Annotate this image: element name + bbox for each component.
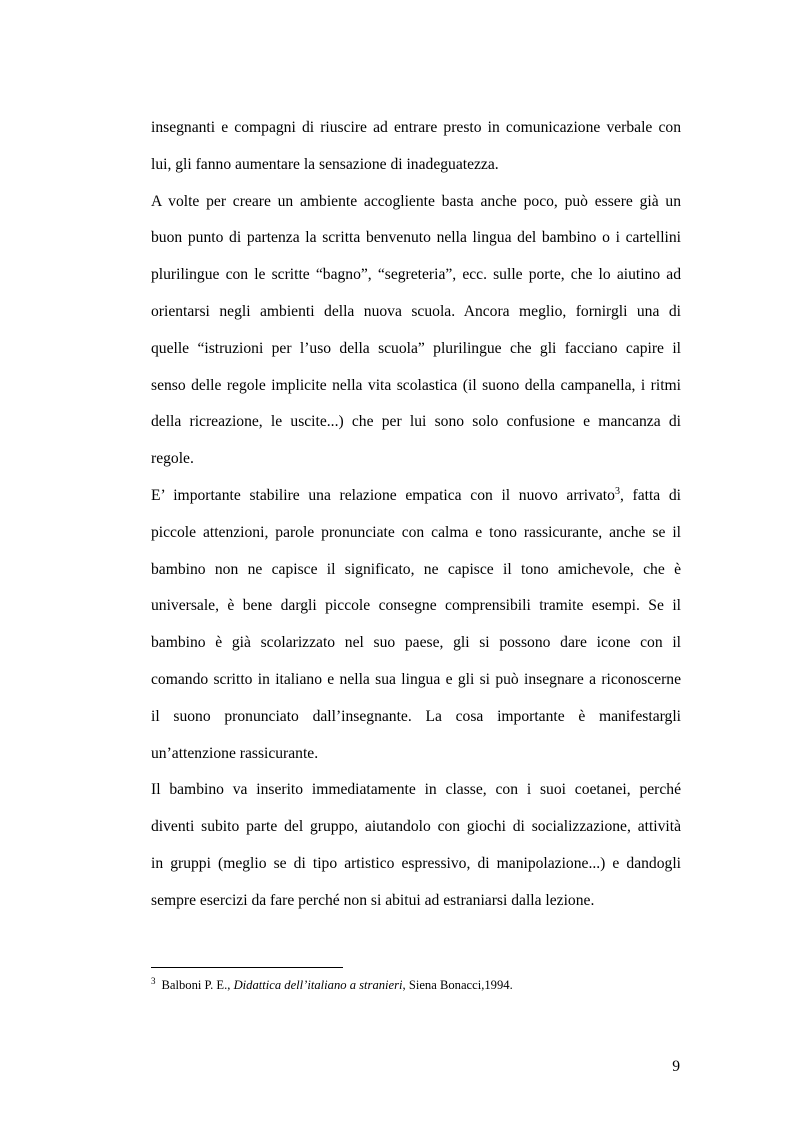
text-segment: E’ importante stabilire una relazione empatica con il nuovo arrivato [151,486,615,504]
text-line: plurilingue con le scritte “bagno”, “segreteria”, ecc. sulle porte, che lo aiutino ad [151,266,681,284]
text-line-with-footnote-ref [151,478,681,515]
footnote-title: Didattica dell’italiano a stranieri [233,978,403,992]
text-line: sempre esercizi da fare perché non si abitui ad estraniarsi dalla lezione. [151,891,595,909]
text-line: orientarsi negli ambienti della nuova scuola. Ancora meglio, fornirgli una di [151,302,681,320]
text-line: senso delle regole implicite nella vita scolastica (il suono della campanella, i ritmi [151,376,681,394]
text-line: regole. [151,450,194,468]
footnote-publisher: , Siena Bonacci,1994. [402,978,513,992]
text-line: quelle “istruzioni per l’uso della scuola” plurilingue che gli facciano capire il [151,339,681,357]
text-line: A volte per creare un ambiente accogliente basta anche poco, può essere già un [151,192,681,210]
paragraph-3 [151,478,681,772]
body-text [151,110,681,920]
text-line: bambino non ne capisce il significato, ne capisce il tono amichevole, che è [151,560,681,578]
text-line: della ricreazione, le uscite...) che per lui sono solo confusione e mancanza di [151,413,681,431]
text-line: buon punto di partenza la scritta benvenuto nella lingua del bambino o i cartellini [151,229,681,247]
text-line: un’attenzione rassicurante. [151,744,319,762]
footnote-number: 3 [151,976,156,986]
text-line: universale, è bene dargli piccole consegne comprensibili tramite esempi. Se il [151,597,681,615]
text-line: Il bambino va inserito immediatamente in classe, con i suoi coetanei, perché [151,781,681,799]
footnote-separator [151,967,343,968]
footnote-author: Balboni P. E., [161,978,234,992]
paragraph-1 [151,110,681,184]
text-line: bambino è già scolarizzato nel suo paese, gli si possono dare icone con il [151,634,681,652]
text-line: diventi subito parte del gruppo, aiutandolo con giochi di socializzazione, attività [151,818,681,836]
text-line: insegnanti e compagni di riuscire ad entrare presto in comunicazione verbale con [151,119,681,136]
text-line: in gruppi (meglio se di tipo artistico espressivo, di manipolazione...) e dandogli [151,854,681,872]
paragraph-2 [151,184,681,478]
text-line: lui, gli fanno aumentare la sensazione di inadeguatezza. [151,155,499,173]
text-line: piccole attenzioni, parole pronunciate con calma e tono rassicurante, anche se il [151,523,681,541]
footnote-reference[interactable]: 3 [614,485,620,497]
text-line: il suono pronunciato dall’insegnante. La cosa importante è manifestargli [151,707,681,725]
paragraph-4 [151,772,681,919]
page-number: 9 [672,1058,680,1075]
footnote [151,977,681,993]
text-segment: , fatta di [619,486,681,504]
text-line: comando scritto in italiano e nella sua lingua e gli si può insegnare a riconoscerne [151,670,681,688]
